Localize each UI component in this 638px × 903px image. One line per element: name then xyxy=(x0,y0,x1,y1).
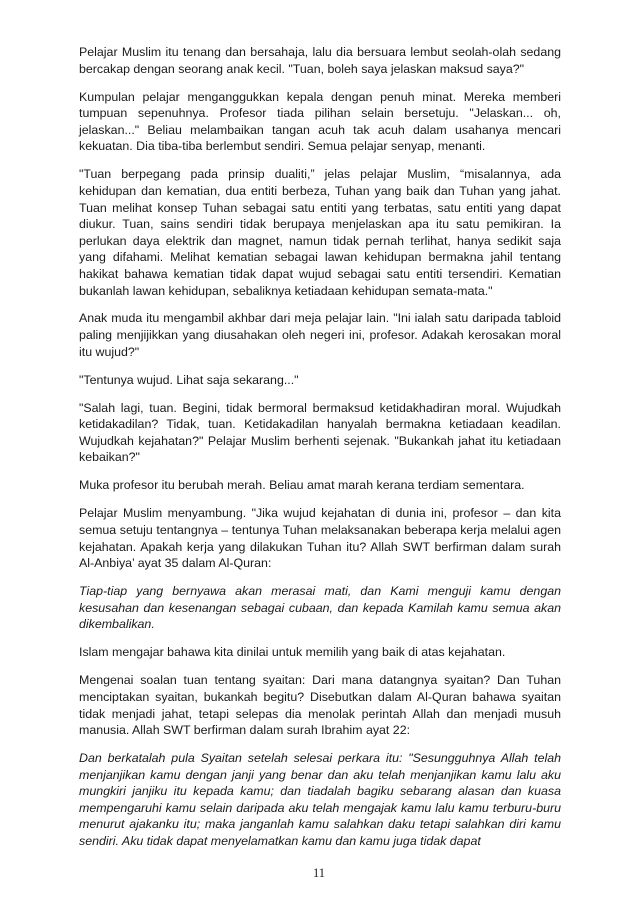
paragraph-3: "Tuan berpegang pada prinsip dualiti,” jelas pelajar Muslim, “misalannya, ada kehidupan dan kematian, dua entiti berbeza, Tuhan yang baik dan Tuhan yang jahat. Tuan melihat konsep Tuhan sebagai satu entiti yang terbatas, satu entiti yang dapat diukur. Tuan, sains sendiri tidak berupaya menjelaskan apa itu satu pemikiran. Ia perlukan daya elektrik dan magnet, namun tidak pernah terlihat, hanya sedikit saja yang difahami. Melihat kematian sebagai lawan kehidupan bermakna jahil tentang hakikat bahawa kematian tidak dapat wujud sebagai satu entiti tersendiri. Kematian bukanlah lawan kehidupan, sebaliknya ketiadaan kehidupan semata-mata." xyxy=(79,167,561,298)
quran-quote-ibrahim: Dan berkatalah pula Syaitan setelah selesai perkara itu: "Sesungguhnya Allah telah menjanjikan kamu dengan janji yang benar dan aku telah menjanjikan kamu lalu aku mungkiri janjiku itu kepada kamu; dan tiadalah bagiku sebarang alasan dan kuasa mempengaruhi kamu selain daripada aku telah mengajak kamu lalu kamu terburu-buru menurut ajakanku itu; maka janganlah kamu salahkan daku tetapi salahkan diri kamu sendiri. Aku tidak dapat menyelamatkan kamu dan kamu juga tidak dapat xyxy=(79,751,561,849)
paragraph-10: Islam mengajar bahawa kita dinilai untuk memilih yang baik di atas kejahatan. xyxy=(79,645,506,660)
page-number: 11 xyxy=(312,866,326,880)
document-body xyxy=(79,44,561,861)
paragraph-6: "Salah lagi, tuan. Begini, tidak bermoral bermaksud ketidakhadiran moral. Wujudkah ketidakadilan? Tidak, tuan. Ketidakadilan hanyalah bermakna ketiadaan keadilan. Wujudkah kejahatan?" Pelajar Muslim berhenti sejenak. "Bukankah jahat itu ketiadaan kebaikan?" xyxy=(79,400,561,465)
paragraph-5: "Tentunya wujud. Lihat saja sekarang..." xyxy=(79,372,299,387)
paragraph-7: Muka profesor itu berubah merah. Beliau amat marah kerana terdiam sementara. xyxy=(79,478,525,493)
paragraph-1: Pelajar Muslim itu tenang dan bersahaja, lalu dia bersuara lembut seolah-olah sedang bercakap dengan seorang anak kecil. "Tuan, boleh saya jelaskan maksud saya?" xyxy=(79,45,561,76)
paragraph-4: Anak muda itu mengambil akhbar dari meja pelajar lain. "Ini ialah satu daripada tabloid paling menjijikkan yang diusahakan oleh negeri ini, profesor. Adakah kerosakan moral itu wujud?" xyxy=(79,311,561,359)
paragraph-2: Kumpulan pelajar menganggukkan kepala dengan penuh minat. Mereka memberi tumpuan sepenuhnya. Profesor tiada pilihan selain bersetuju. "Jelaskan... oh, jelaskan..." Beliau melambaikan tangan acuh tak acuh dalam usahanya mencari kekuatan. Dia tiba-tiba berlembut sendiri. Semua pelajar senyap, menanti. xyxy=(79,89,561,154)
paragraph-11: Mengenai soalan tuan tentang syaitan: Dari mana datangnya syaitan? Dan Tuhan menciptakan syaitan, bukankah begitu? Disebutkan dalam Al-Quran bahawa syaitan tidak menjadi jahat, tetapi selepas dia menolak perintah Allah dan menjadi musuh manusia. Allah SWT berfirman dalam surah Ibrahim ayat 22: xyxy=(79,673,561,738)
quran-quote-al-anbiya: Tiap-tiap yang bernyawa akan merasai mati, dan Kami menguji kamu dengan kesusahan dan kesenangan sebagai cubaan, dan kepada Kamilah kamu semua akan dikembalikan. xyxy=(79,584,561,632)
paragraph-8: Pelajar Muslim menyambung. "Jika wujud kejahatan di dunia ini, profesor – dan kita semua setuju tentangnya – tentunya Tuhan melaksanakan beberapa kerja melalui agen kejahatan. Apakah kerja yang dilakukan Tuhan itu? Allah SWT berfirman dalam surah Al-Anbiya’ ayat 35 dalam Al-Quran: xyxy=(79,506,561,571)
